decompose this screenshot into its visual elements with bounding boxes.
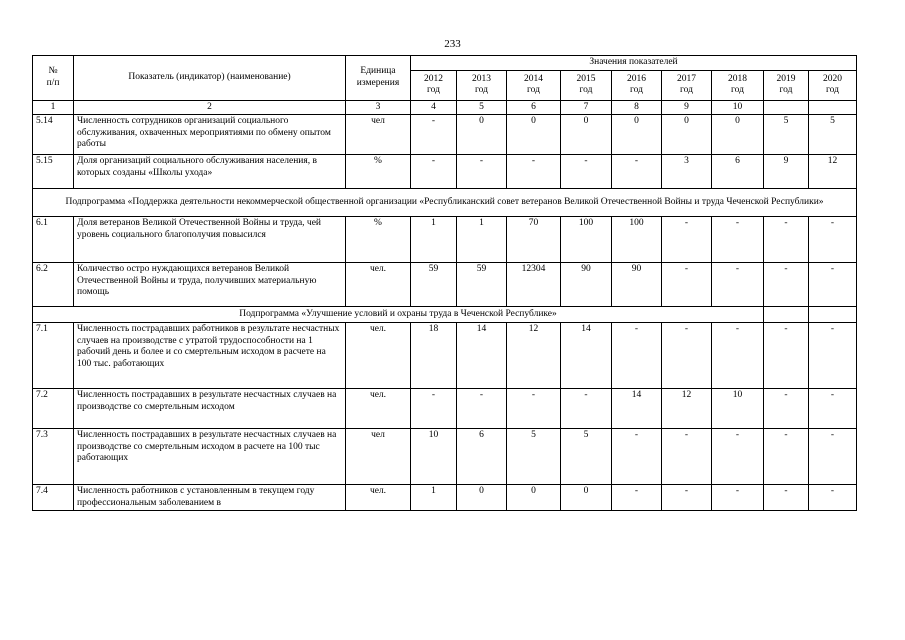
value-cell: - — [457, 389, 507, 429]
value-cell: 1 — [411, 485, 457, 511]
header-year: 2017 год — [662, 70, 712, 100]
header-year: 2015 год — [561, 70, 612, 100]
value-cell: - — [712, 323, 764, 389]
value-cell: 10 — [411, 429, 457, 485]
header-year: 2019 год — [764, 70, 809, 100]
value-cell: - — [712, 217, 764, 263]
value-cell: - — [612, 323, 662, 389]
column-number-cell — [764, 100, 809, 115]
unit-cell: чел. — [346, 263, 411, 307]
value-cell: 59 — [411, 263, 457, 307]
indicator-name: Численность пострадавших в результате несчастных случаев на производстве со смертельным исходом — [74, 389, 346, 429]
value-cell: 5 — [809, 115, 857, 155]
row-number: 7.3 — [33, 429, 74, 485]
indicator-name: Количество остро нуждающихся ветеранов Великой Отечественной Войны и труда, получивших материальную помощь — [74, 263, 346, 307]
indicator-name: Численность сотрудников организаций социального обслуживания, охваченных мероприятиями по обмену опытом работы — [74, 115, 346, 155]
table-row — [33, 323, 857, 389]
value-cell: 0 — [662, 115, 712, 155]
table-row — [33, 263, 857, 307]
value-cell: 12304 — [507, 263, 561, 307]
value-cell: - — [764, 429, 809, 485]
value-cell: - — [764, 217, 809, 263]
column-number-cell: 9 — [662, 100, 712, 115]
column-number-cell: 6 — [507, 100, 561, 115]
indicator-name: Доля организаций социального обслуживания населения, в которых созданы «Школы ухода» — [74, 155, 346, 189]
header-year: 2016 год — [612, 70, 662, 100]
value-cell: 0 — [612, 115, 662, 155]
row-number: 6.1 — [33, 217, 74, 263]
value-cell: - — [764, 485, 809, 511]
value-cell: - — [561, 389, 612, 429]
value-cell: 14 — [561, 323, 612, 389]
table-body — [33, 115, 857, 511]
value-cell: - — [561, 155, 612, 189]
value-cell: 70 — [507, 217, 561, 263]
column-number-cell: 10 — [712, 100, 764, 115]
value-cell: - — [662, 217, 712, 263]
value-cell: 0 — [457, 485, 507, 511]
unit-cell: чел. — [346, 389, 411, 429]
header-unit: Единица измерения — [346, 56, 411, 101]
value-cell: 0 — [457, 115, 507, 155]
subprogram-row — [33, 189, 857, 217]
table-header — [33, 56, 857, 115]
column-number-cell: 8 — [612, 100, 662, 115]
header-values-group: Значения показателей — [411, 56, 857, 71]
subprogram-title: Подпрограмма «Поддержка деятельности некоммерческой общественной организации «Республиканский совет ветеранов Великой Отечественной Войны и труда Чеченской Республики» — [33, 189, 857, 217]
value-cell: 0 — [712, 115, 764, 155]
value-cell: - — [507, 155, 561, 189]
value-cell: - — [809, 263, 857, 307]
value-cell: - — [662, 263, 712, 307]
header-num: № п/п — [33, 56, 74, 101]
subprogram-title: Подпрограмма «Улучшение условий и охраны труда в Чеченской Республике» — [33, 307, 764, 323]
table-row — [33, 389, 857, 429]
value-cell: 0 — [507, 115, 561, 155]
value-cell: 1 — [411, 217, 457, 263]
row-number: 6.2 — [33, 263, 74, 307]
column-number-cell: 3 — [346, 100, 411, 115]
table-row — [33, 217, 857, 263]
empty-cell — [764, 307, 809, 323]
table-row — [33, 429, 857, 485]
value-cell: - — [764, 323, 809, 389]
value-cell: - — [457, 155, 507, 189]
unit-cell: чел — [346, 115, 411, 155]
table-row — [33, 115, 857, 155]
value-cell: - — [507, 389, 561, 429]
value-cell: 0 — [507, 485, 561, 511]
value-cell: - — [411, 155, 457, 189]
header-year: 2020 год — [809, 70, 857, 100]
value-cell: - — [411, 389, 457, 429]
value-cell: - — [612, 485, 662, 511]
row-number: 7.1 — [33, 323, 74, 389]
table-row — [33, 485, 857, 511]
value-cell: 10 — [712, 389, 764, 429]
indicator-name: Доля ветеранов Великой Отечественной Войны и труда, чей уровень социального благополучия повысился — [74, 217, 346, 263]
column-number-cell: 7 — [561, 100, 612, 115]
value-cell: 12 — [507, 323, 561, 389]
value-cell: 6 — [712, 155, 764, 189]
header-year: 2012 год — [411, 70, 457, 100]
column-number-cell: 2 — [74, 100, 346, 115]
value-cell: - — [809, 217, 857, 263]
indicator-name: Численность пострадавших работников в результате несчастных случаев на производстве с утратой трудоспособности на 1 рабочий день и более и со смертельным исходом в расчете на 100 тыс. работающих — [74, 323, 346, 389]
value-cell: 5 — [507, 429, 561, 485]
value-cell: 9 — [764, 155, 809, 189]
value-cell: - — [809, 389, 857, 429]
value-cell: 6 — [457, 429, 507, 485]
column-number-cell: 1 — [33, 100, 74, 115]
value-cell: 18 — [411, 323, 457, 389]
value-cell: 59 — [457, 263, 507, 307]
header-year: 2014 год — [507, 70, 561, 100]
value-cell: - — [809, 429, 857, 485]
indicators-table — [32, 55, 857, 511]
value-cell: 90 — [561, 263, 612, 307]
value-cell: - — [809, 323, 857, 389]
value-cell: 1 — [457, 217, 507, 263]
unit-cell: чел — [346, 429, 411, 485]
value-cell: - — [712, 485, 764, 511]
value-cell: 5 — [764, 115, 809, 155]
value-cell: 5 — [561, 429, 612, 485]
value-cell: 90 — [612, 263, 662, 307]
value-cell: 0 — [561, 485, 612, 511]
header-year: 2018 год — [712, 70, 764, 100]
subprogram-row — [33, 307, 857, 323]
unit-cell: % — [346, 217, 411, 263]
empty-cell — [809, 307, 857, 323]
value-cell: 0 — [561, 115, 612, 155]
row-number: 5.15 — [33, 155, 74, 189]
unit-cell: чел. — [346, 323, 411, 389]
value-cell: - — [809, 485, 857, 511]
value-cell: 100 — [612, 217, 662, 263]
header-year: 2013 год — [457, 70, 507, 100]
value-cell: - — [764, 389, 809, 429]
row-number: 5.14 — [33, 115, 74, 155]
value-cell: 3 — [662, 155, 712, 189]
value-cell: - — [712, 263, 764, 307]
value-cell: - — [411, 115, 457, 155]
value-cell: - — [662, 323, 712, 389]
value-cell: - — [612, 429, 662, 485]
value-cell: 12 — [662, 389, 712, 429]
value-cell: 14 — [612, 389, 662, 429]
column-number-cell — [809, 100, 857, 115]
row-number: 7.2 — [33, 389, 74, 429]
value-cell: - — [764, 263, 809, 307]
value-cell: - — [612, 155, 662, 189]
indicator-name: Численность работников с установленным в текущем году профессиональным заболеванием в — [74, 485, 346, 511]
row-number: 7.4 — [33, 485, 74, 511]
indicator-name: Численность пострадавших в результате несчастных случаев на производстве со смертельным исходом в расчете на 100 тыс работающих — [74, 429, 346, 485]
table-row — [33, 155, 857, 189]
value-cell: - — [712, 429, 764, 485]
column-number-cell: 5 — [457, 100, 507, 115]
page-number: 233 — [444, 38, 461, 50]
value-cell: 100 — [561, 217, 612, 263]
value-cell: 12 — [809, 155, 857, 189]
header-indicator: Показатель (индикатор) (наименование) — [74, 56, 346, 101]
value-cell: 14 — [457, 323, 507, 389]
value-cell: - — [662, 429, 712, 485]
column-number-cell: 4 — [411, 100, 457, 115]
value-cell: - — [662, 485, 712, 511]
unit-cell: чел. — [346, 485, 411, 511]
unit-cell: % — [346, 155, 411, 189]
